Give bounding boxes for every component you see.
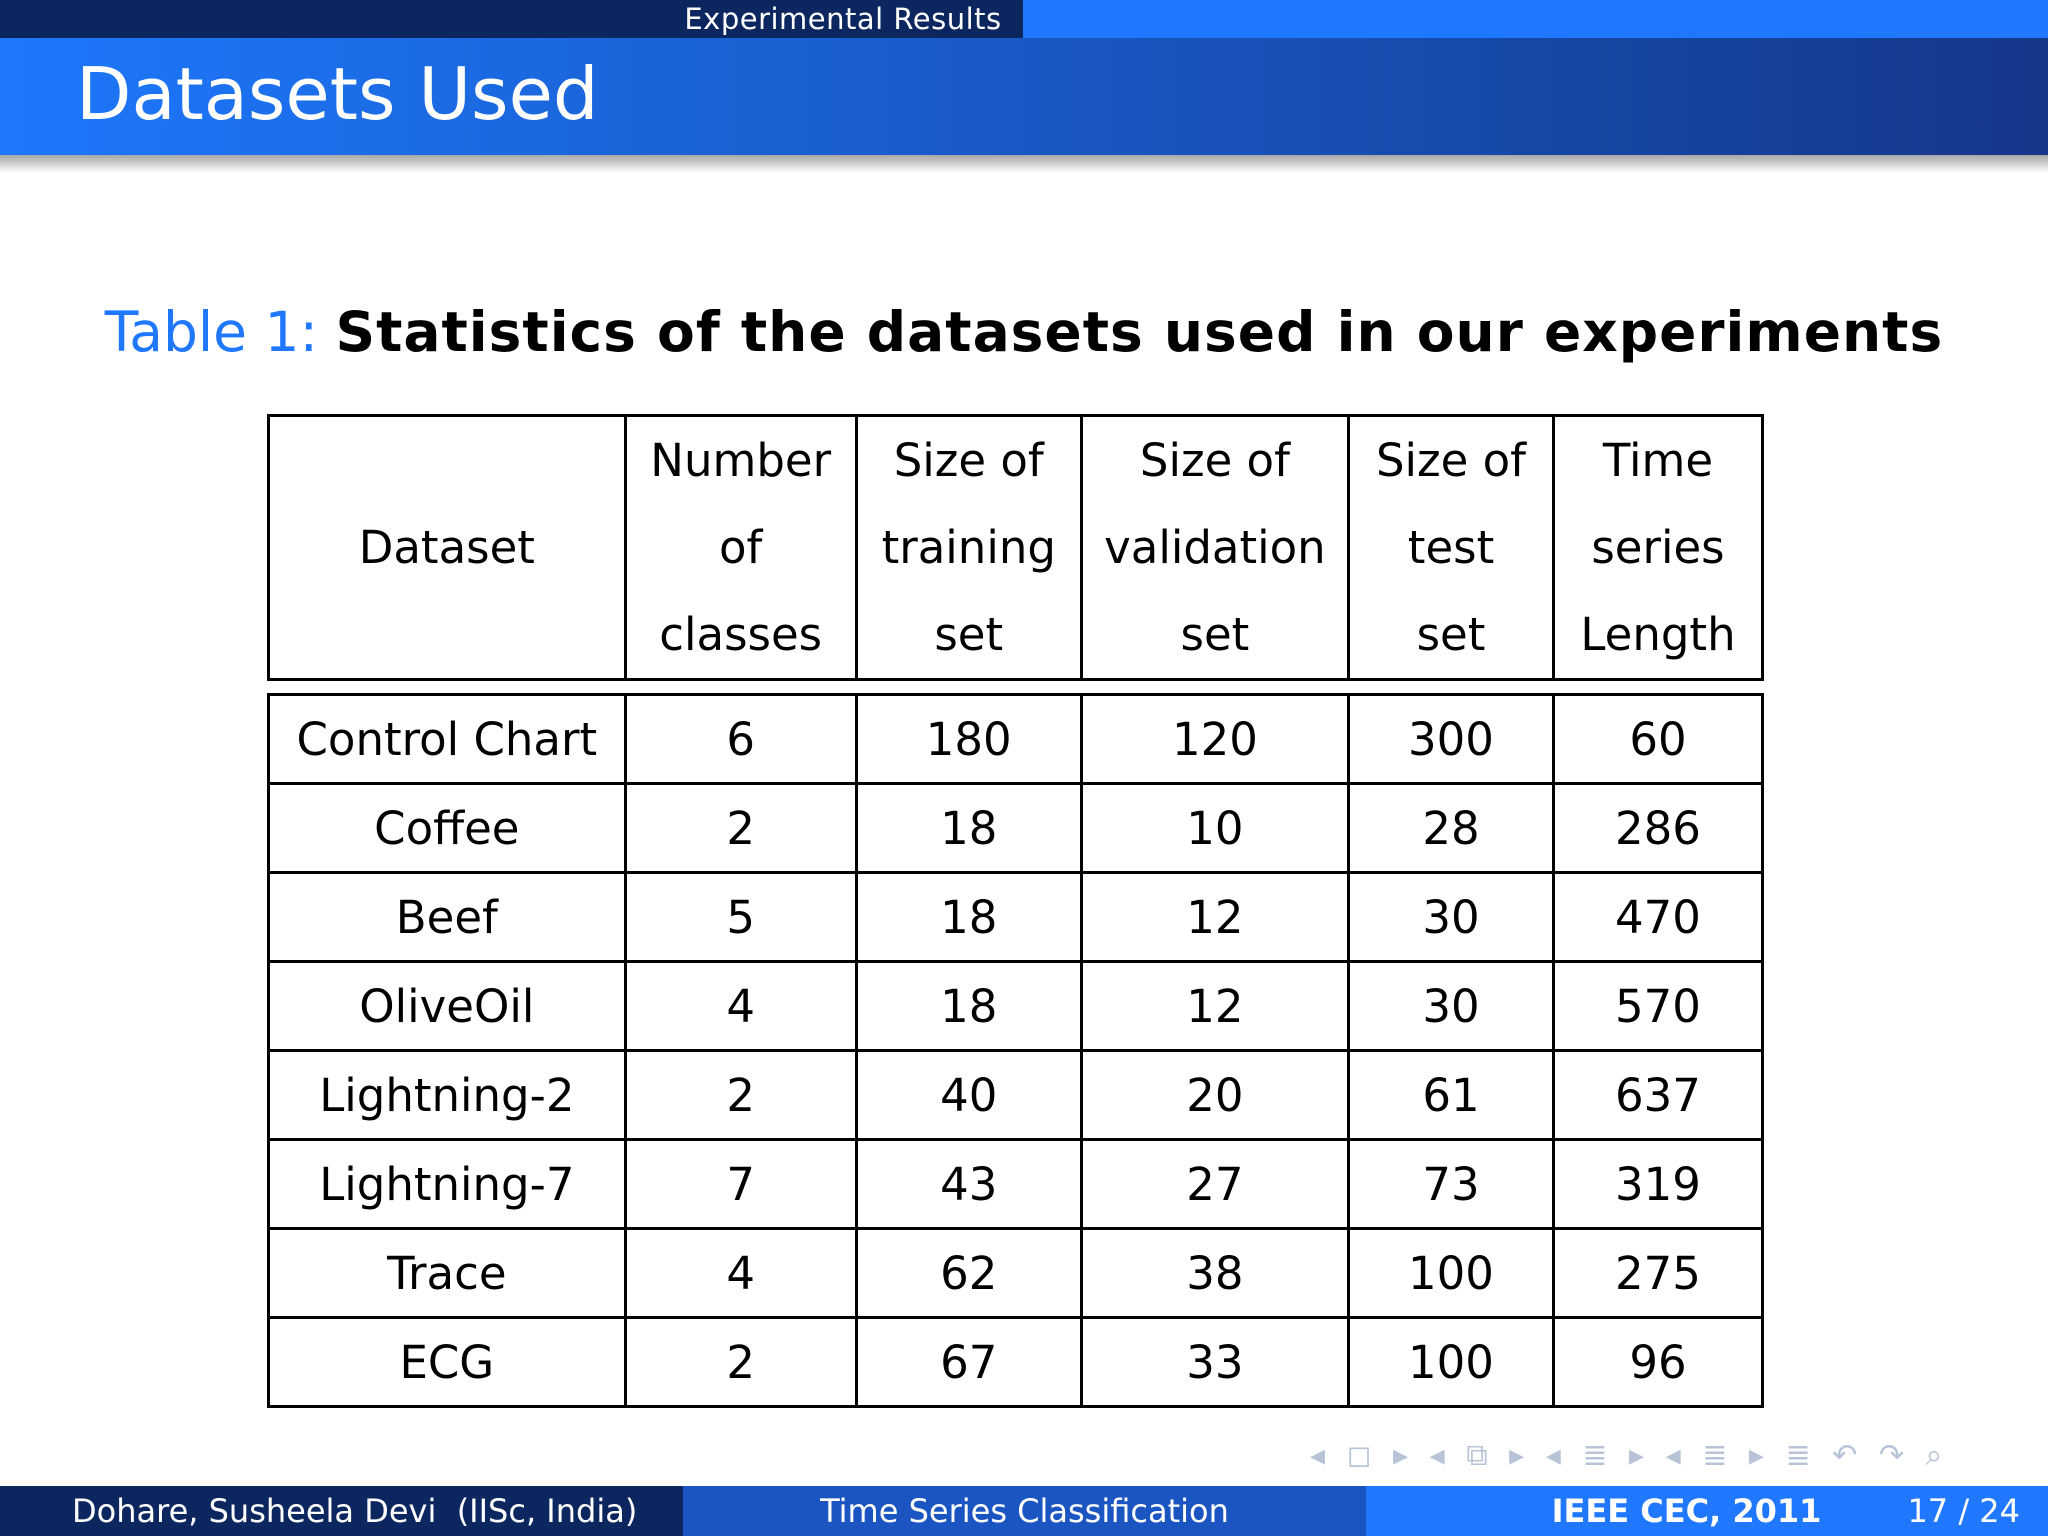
table-cell: 20 [1081,1051,1348,1140]
table-cell: 38 [1081,1229,1348,1318]
table-row [269,695,1763,784]
caption-text: Statistics of the datasets used in our experiments [335,300,1944,364]
table-cell: 300 [1349,695,1554,784]
talk-title-text: Time Series Classification [820,1492,1229,1530]
table-cell: 96 [1553,1318,1762,1407]
table-cell: 12 [1081,873,1348,962]
table-cell: 62 [856,1229,1081,1318]
table-cell: 40 [856,1051,1081,1140]
header-separator [269,680,1763,695]
table-cell: 60 [1553,695,1762,784]
navigation-icons[interactable]: ◂ ◻ ▸ ◂ ⧉ ▸ ◂ ≣ ▸ ◂ ≣ ▸ ≣ ↶ ↷ ⌕ [1310,1438,1949,1473]
table-cell: 4 [625,962,856,1051]
dataset-name-cell: Control Chart [269,695,626,784]
table-cell: 67 [856,1318,1081,1407]
table-cell: 73 [1349,1140,1554,1229]
dataset-statistics-table [267,414,1764,1408]
table-header-row [269,416,1763,680]
conference-text: IEEE CEC, 2011 [1551,1492,1822,1530]
header-line: Size of [1139,434,1290,487]
footer [0,1486,2048,1536]
header-training-size [856,416,1081,680]
header-line: test [1407,521,1495,574]
dataset-name-cell: ECG [269,1318,626,1407]
table-cell: 100 [1349,1318,1554,1407]
beamer-navigation-symbols[interactable] [1310,1438,1948,1473]
table-cell: 12 [1081,962,1348,1051]
header-line: series [1591,521,1725,574]
table-cell: 319 [1553,1140,1762,1229]
section-bar-right [1023,0,2048,38]
section-bar-current [663,0,1023,38]
header-line: Size of [893,434,1044,487]
header-line: classes [659,608,823,661]
header-line: set [934,608,1004,661]
table-row [269,1051,1763,1140]
section-name: Experimental Results [684,2,1002,36]
table-cell: 28 [1349,784,1554,873]
table-cell: 5 [625,873,856,962]
header-number-of-classes [625,416,856,680]
title-shadow [0,155,2048,173]
footer-authors [0,1486,683,1536]
caption-label: Table 1: [104,300,319,364]
table-cell: 18 [856,784,1081,873]
table-cell: 4 [625,1229,856,1318]
table-cell: 470 [1553,873,1762,962]
authors-text: Dohare, Susheela Devi (IISc, India) [72,1492,638,1530]
table-cell: 637 [1553,1051,1762,1140]
table-cell: 120 [1081,695,1348,784]
header-dataset [269,416,626,680]
table-cell: 30 [1349,873,1554,962]
header-line: validation [1104,521,1326,574]
table-body [269,695,1763,1407]
table-cell: 7 [625,1140,856,1229]
table-row [269,1318,1763,1407]
dataset-name-cell: Lightning-2 [269,1051,626,1140]
table-caption [0,300,2048,364]
dataset-name-cell: Coffee [269,784,626,873]
table-cell: 100 [1349,1229,1554,1318]
page-number: 17 / 24 [1907,1492,2020,1530]
table-row [269,1140,1763,1229]
table-row [269,784,1763,873]
footer-talk-title [683,1486,1366,1536]
table-cell: 180 [856,695,1081,784]
table-cell: 18 [856,962,1081,1051]
dataset-name-cell: Beef [269,873,626,962]
header-validation-size [1081,416,1348,680]
header-line: Dataset [358,521,535,574]
header-line: training [881,521,1056,574]
footer-conference [1366,1486,2048,1536]
table-cell: 6 [625,695,856,784]
header-line: set [1180,608,1250,661]
table-row [269,1229,1763,1318]
table-row [269,873,1763,962]
header-series-length [1553,416,1762,680]
table-cell: 43 [856,1140,1081,1229]
header-line: Size of [1375,434,1527,487]
title-bar [0,38,2048,155]
header-line: Number [650,434,832,487]
table-cell: 2 [625,784,856,873]
dataset-name-cell: Lightning-7 [269,1140,626,1229]
table-cell: 570 [1553,962,1762,1051]
table-cell: 2 [625,1318,856,1407]
table-cell: 61 [1349,1051,1554,1140]
header-line: set [1416,608,1486,661]
dataset-name-cell: Trace [269,1229,626,1318]
section-bar [0,0,2048,38]
table-cell: 30 [1349,962,1554,1051]
table-row [269,962,1763,1051]
table-cell: 10 [1081,784,1348,873]
table-cell: 27 [1081,1140,1348,1229]
dataset-name-cell: OliveOil [269,962,626,1051]
header-line: of [719,521,763,574]
table-cell: 275 [1553,1229,1762,1318]
header-line: Length [1580,608,1736,661]
header-line: Time [1602,434,1714,487]
table-cell: 2 [625,1051,856,1140]
header-test-size [1349,416,1554,680]
section-bar-left [0,0,663,38]
table-cell: 33 [1081,1318,1348,1407]
table-cell: 18 [856,873,1081,962]
slide-title: Datasets Used [76,52,599,136]
table-cell: 286 [1553,784,1762,873]
